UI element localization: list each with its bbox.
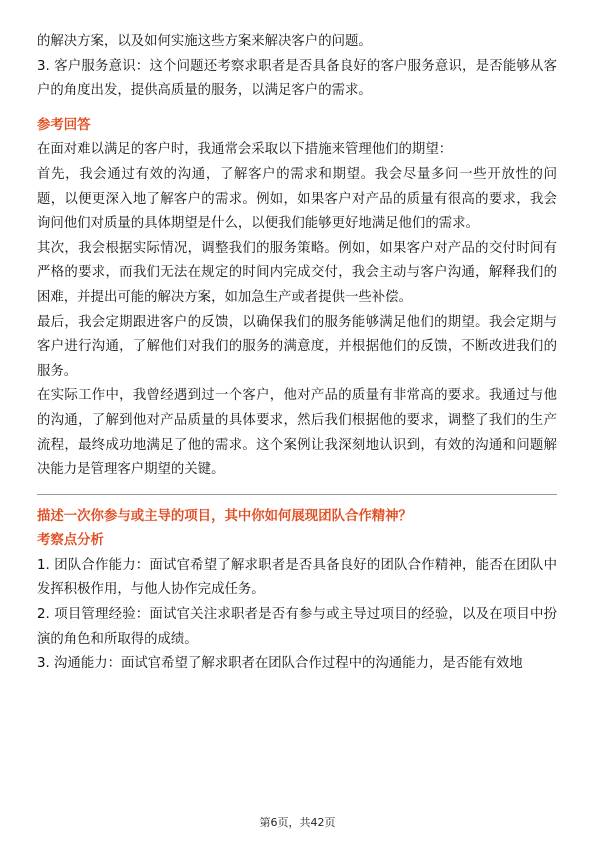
answer-paragraph: 其次，我会根据实际情况，调整我们的服务策略。例如，如果客户对产品的交付时间有严格的要求，而我们无法在规定的时间内完成交付，我会主动与客户沟通，解释我们的困难，并提出可能的解决方案，如加急生产或者提供一些补偿。: [37, 240, 557, 305]
body-text-line: 的解决方案，以及如何实施这些方案来解决客户的问题。: [37, 34, 372, 49]
analysis-item: 1. 团队合作能力：面试官希望了解求职者是否具备良好的团队合作精神，能否在团队中发挥积极作用，与他人协作完成任务。: [37, 557, 557, 598]
answer-paragraph: 在实际工作中，我曾经遇到过一个客户，他对产品的质量有非常高的要求。我通过与他的沟通，了解到他对产品质量的具体要求，然后我们根据他的要求，调整了我们的生产流程，最终成功地满足了他的需求。这个案例让我深刻地认识到，有效的沟通和问题解决能力是管理客户期望的关键。: [37, 388, 557, 478]
answer-paragraph: 在面对难以满足的客户时，我通常会采取以下措施来管理他们的期望：: [37, 142, 453, 158]
analysis-item: 3. 沟通能力：面试官希望了解求职者在团队合作过程中的沟通能力，是否能有效地: [37, 656, 523, 672]
answer-paragraph: 首先，我会通过有效的沟通，了解客户的需求和期望。我会尽量多问一些开放性的问题，以便更深入地了解客户的需求。例如，如果客户对产品的质量有很高的要求，我会询问他们对质量的具体期望是什么，以便我们能够更好地满足他们的需求。: [37, 166, 557, 232]
section-title-analysis: 考察点分析: [37, 533, 104, 549]
document-page: [37, 30, 557, 677]
section-title-answer: 参考回答: [37, 117, 91, 133]
section-divider: [37, 494, 557, 495]
analysis-item: 2. 项目管理经验：面试官关注求职者是否有参与或主导过项目的经验，以及在项目中扮演的角色和所取得的成绩。: [37, 607, 557, 647]
answer-paragraph: 最后，我会定期跟进客户的反馈，以确保我们的服务能够满足他们的期望。我会定期与客户进行沟通，了解他们对我们的服务的满意度，并根据他们的反馈，不断改进我们的服务。: [37, 314, 557, 379]
question-title: 描述一次你参与或主导的项目，其中你如何展现团队合作精神？: [37, 508, 412, 524]
page-number: 第6页，共42页: [259, 816, 336, 829]
body-text-line: 3. 客户服务意识：这个问题还考察求职者是否具备良好的客户服务意识，是否能够从客户的角度出发，提供高质量的服务，以满足客户的需求。: [37, 58, 557, 99]
